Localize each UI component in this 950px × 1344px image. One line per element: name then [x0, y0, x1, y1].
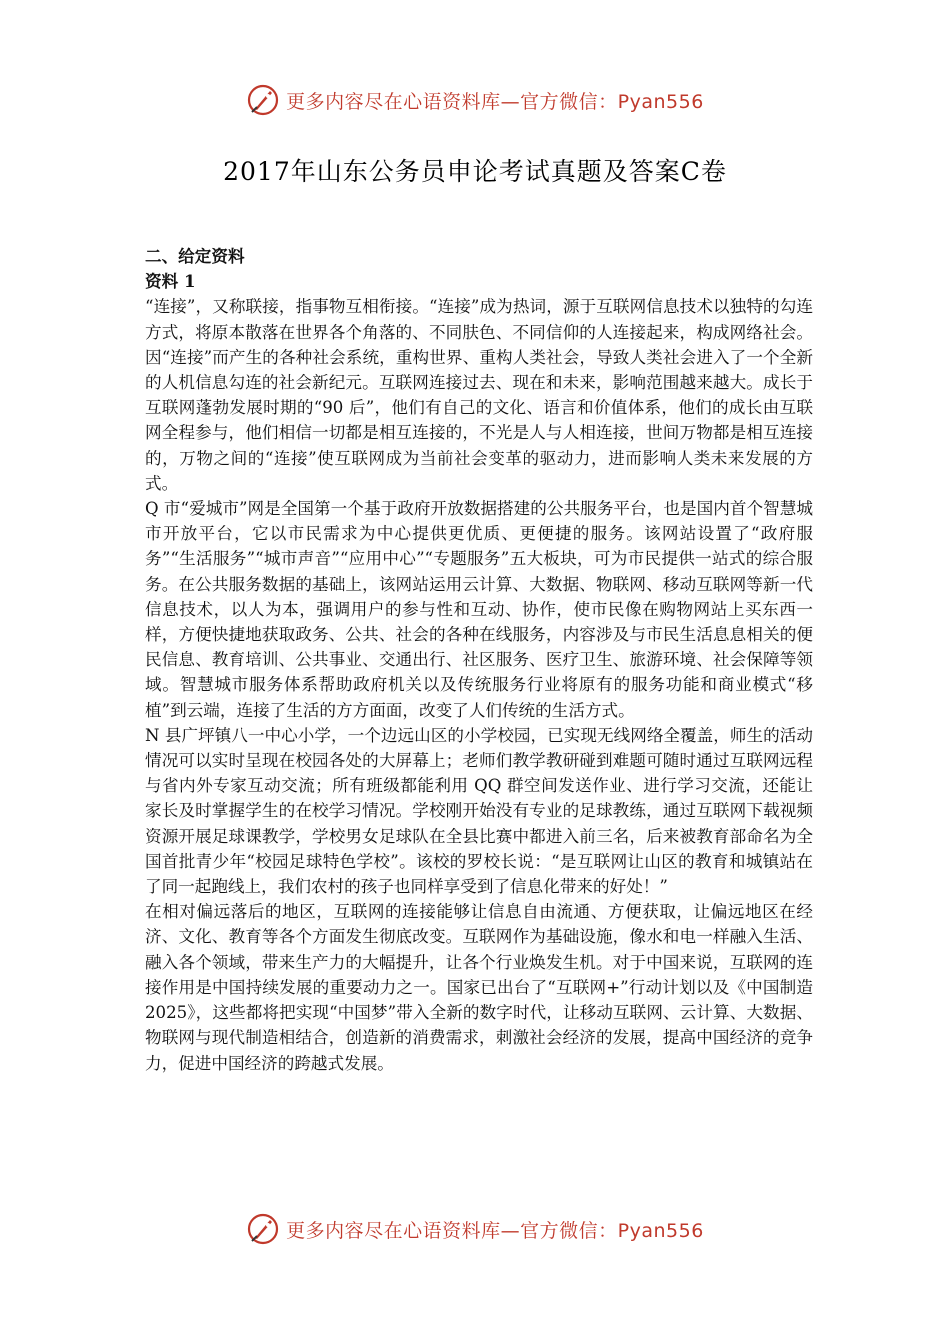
- footer-watermark: [0, 1209, 950, 1249]
- paragraph: Q 市“爱城市”网是全国第一个基于政府开放数据搭建的公共服务平台，也是国内首个智慧城市开放平台，它以市民需求为中心提供更优质、更便捷的服务。该网站设置了“政府服务”“生活服务”“城市声音”“应用中心”“专题服务”五大板块，可为市民提供一站式的综合服务。在公共服务数据的基础上，该网站运用云计算、大数据、物联网、移动互联网等新一代信息技术，以人为本，强调用户的参与性和互动、协作，使市民像在购物网站上买东西一样，方便快捷地获取政务、公共、社会的各种在线服务，内容涉及与市民生活息息相关的便民信息、教育培训、公共事业、交通出行、社区服务、医疗卫生、旅游环境、社会保障等领域。智慧城市服务体系帮助政府机关以及传统服务行业将原有的服务功能和商业模式“移植”到云端，连接了生活的方方面面，改变了人们传统的生活方式。: [145, 499, 813, 720]
- paragraph: “连接”，又称联接，指事物互相衔接。“连接”成为热词，源于互联网信息技术以独特的勾连方式，将原本散落在世界各个角落的、不同肤色、不同信仰的人连接起来，构成网络社会。因“连接”而产生的各种社会系统，重构世界、重构人类社会，导致人类社会进入了一个全新的人机信息勾连的社会新纪元。互联网连接过去、现在和未来，影响范围越来越大。成长于互联网蓬勃发展时期的“90 后”，他们有自己的文化、语言和价值体系，他们的成长由互联网全程参与，他们相信一切都是相互连接的，不光是人与人相连接，世间万物都是相互连接的，万物之间的“连接”使互联网成为当前社会变革的驱动力，进而影响人类未来发展的方式。: [145, 297, 813, 493]
- watermark-text: 更多内容尽在心语资料库—官方微信：Pyan556: [286, 90, 704, 113]
- paragraph: 在相对偏远落后的地区，互联网的连接能够让信息自由流通、方便获取，让偏远地区在经济、文化、教育等各个方面发生彻底改变。互联网作为基础设施，像水和电一样融入生活、融入各个领域，带来生产力的大幅提升，让各个行业焕发生机。对于中国来说，互联网的连接作用是中国持续发展的重要动力之一。国家已出台了“互联网+”行动计划以及《中国制造 2025》，这些都将把实现“中国梦”带入全新的数字时代，让移动互联网、云计算、大数据、物联网与现代制造相结合，创造新的消费需求，刺激社会经济的发展，提高中国经济的竞争力，促进中国经济的跨越式发展。: [145, 902, 813, 1073]
- paragraph: N 县广坪镇八一中心小学，一个边远山区的小学校园，已实现无线网络全覆盖，师生的活动情况可以实时呈现在校园各处的大屏幕上；老师们教学教研碰到难题可随时通过互联网远程与省内外专家互动交流；所有班级都能利用 QQ 群空间发送作业、进行学习交流，还能让家长及时掌握学生的在校学习情况。学校刚开始没有专业的足球教练，通过互联网下载视频资源开展足球课教学，学校男女足球队在全县比赛中都进入前三名，后来被教育部命名为全国首批青少年“校园足球特色学校”。该校的罗校长说：“是互联网让山区的教育和城镇站在了同一起跑线上，我们农村的孩子也同样享受到了信息化带来的好处！”: [145, 725, 813, 897]
- quill-pen-logo-icon: [246, 83, 280, 117]
- quill-pen-logo-icon: [246, 1212, 280, 1246]
- section-heading: 二、给定资料: [145, 246, 245, 266]
- watermark-text: 更多内容尽在心语资料库—官方微信：Pyan556: [286, 1219, 704, 1242]
- document-body: [145, 244, 813, 1076]
- header-watermark: [0, 80, 950, 120]
- document-title: 2017年山东公务员申论考试真题及答案C卷: [223, 157, 727, 186]
- material-heading: 资料 1: [145, 271, 196, 292]
